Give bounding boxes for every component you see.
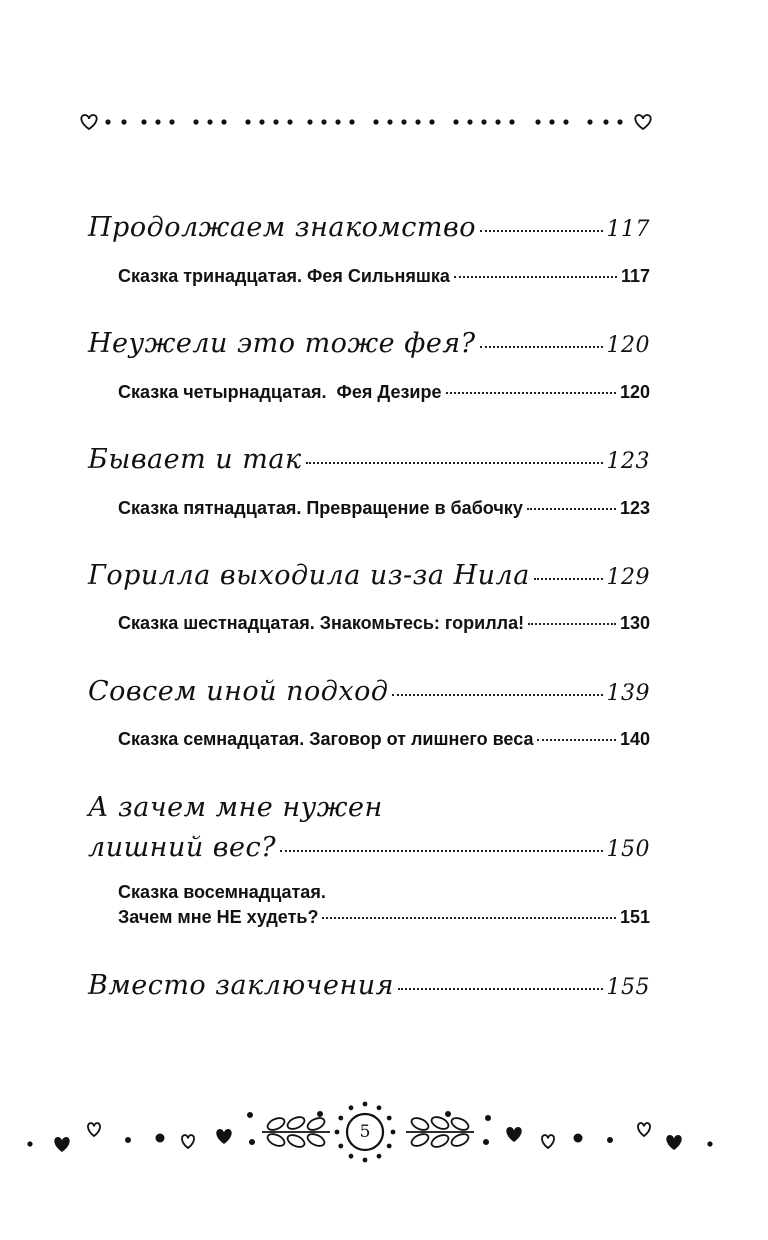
chapter-title: Вместо заключения	[88, 970, 395, 1001]
dot	[317, 1111, 323, 1117]
dot-leader	[528, 623, 616, 625]
page-ref: 129	[606, 565, 650, 590]
page-number: 5	[359, 1122, 371, 1142]
toc-chapter-entry[interactable]	[88, 444, 650, 475]
toc-story-entry[interactable]	[118, 729, 650, 750]
dot	[247, 1112, 253, 1118]
heart-filled-icon	[506, 1127, 521, 1142]
heart-filled-icon	[54, 1137, 69, 1152]
chapter-title: Продолжаем знакомство	[88, 212, 476, 243]
heart-outline-icon	[182, 1135, 194, 1148]
story-title: Сказка тринадцатая. Фея Сильняшка	[118, 266, 450, 286]
toc-chapter-entry[interactable]	[88, 560, 650, 591]
page-ref: 140	[619, 729, 650, 749]
dot	[249, 1139, 255, 1145]
dot	[483, 1139, 489, 1145]
left-laurel-icon	[262, 1115, 330, 1150]
toc-story-entry[interactable]	[118, 498, 650, 519]
story-title: Сказка семнадцатая. Заговор от лишнего веса	[118, 729, 534, 749]
chapter-title-line2: лишний вес?	[88, 832, 277, 863]
toc-story-entry[interactable]	[118, 266, 650, 287]
dot-leader	[392, 694, 602, 696]
dot	[125, 1137, 131, 1143]
dot-leader	[280, 850, 602, 852]
dot	[485, 1115, 491, 1121]
heart-outline-icon	[638, 1123, 650, 1136]
dot-leader	[322, 917, 616, 919]
heart-outline-icon	[88, 1123, 100, 1136]
dot-leader	[537, 739, 616, 741]
dot-leader	[446, 392, 616, 394]
dot	[574, 1134, 583, 1143]
right-laurel-icon	[406, 1115, 474, 1150]
heart-filled-icon	[666, 1135, 681, 1150]
chapter-title: Бывает и так	[88, 444, 302, 475]
chapter-title: Горилла выходила из-за Нила	[88, 560, 530, 591]
heart-outline-icon	[542, 1135, 554, 1148]
chapter-title-line1: А зачем мне нужен	[88, 792, 383, 823]
toc-chapter-entry[interactable]	[88, 676, 650, 707]
toc-story-entry[interactable]	[118, 907, 650, 928]
page-ref: 151	[619, 907, 650, 927]
story-title-line2: Зачем мне НЕ худеть?	[118, 907, 319, 927]
story-title: Сказка пятнадцатая. Превращение в бабочку	[118, 498, 523, 518]
page-ref: 150	[606, 837, 650, 862]
toc-story-entry[interactable]	[118, 382, 650, 403]
page-ref: 120	[619, 382, 650, 402]
page-ref: 123	[606, 449, 650, 474]
page-ref: 117	[620, 266, 650, 286]
toc-chapter-entry[interactable]	[88, 212, 650, 243]
dot	[27, 1141, 32, 1146]
toc-chapter-entry[interactable]	[88, 328, 650, 359]
heart-filled-icon	[216, 1129, 231, 1144]
toc-chapter-entry[interactable]	[88, 832, 650, 863]
toc-story-entry[interactable]	[118, 613, 650, 634]
dot-leader	[527, 508, 616, 510]
page-ref: 155	[606, 975, 650, 1000]
dot-leader	[480, 230, 603, 232]
dot-leader	[454, 276, 617, 278]
story-title-line1: Сказка восемнадцатая.	[118, 882, 326, 902]
chapter-title: Совсем иной подход	[88, 676, 389, 707]
dot-leader	[480, 346, 603, 348]
dot-leader	[398, 988, 602, 990]
page-ref: 120	[606, 333, 650, 358]
toc-chapter-entry[interactable]	[88, 970, 650, 1001]
dot	[707, 1141, 712, 1146]
chapter-title: Неужели это тоже фея?	[88, 328, 476, 359]
page-ref: 130	[619, 613, 650, 633]
dot	[445, 1111, 451, 1117]
story-title: Сказка шестнадцатая. Знакомьтесь: горилла!	[118, 613, 525, 633]
dot	[156, 1134, 165, 1143]
page-ref: 123	[619, 498, 650, 518]
story-title: Сказка четырнадцатая. Фея Дезире	[118, 382, 442, 402]
dot	[607, 1137, 613, 1143]
page-ref: 139	[606, 681, 650, 706]
dot-leader	[534, 578, 603, 580]
page-ref: 117	[606, 217, 650, 242]
dot-leader	[306, 462, 603, 464]
